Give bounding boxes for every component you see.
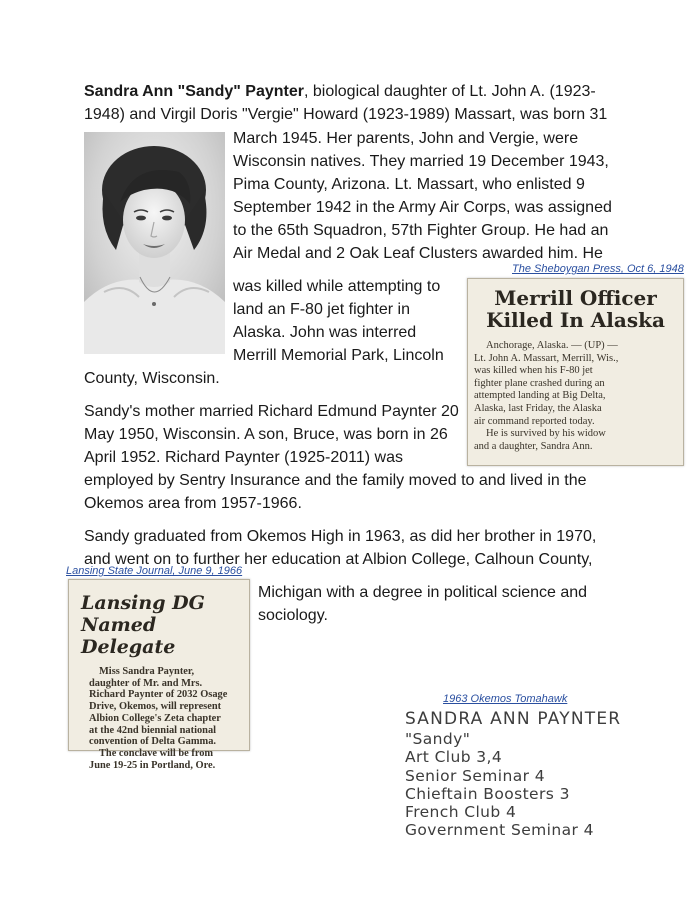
paragraph-1-line-10: land an F-80 jet fighter in — [233, 301, 410, 318]
clipping-1-body-line: and a daughter, Sandra Ann. — [474, 440, 593, 452]
paragraph-1-line-11: Alaska. John was interred — [233, 324, 417, 341]
paragraph-1-line-6: September 1942 in the Army Air Corps, was assigned — [233, 199, 612, 216]
clipping-1-body-line: He is survived by his widow — [486, 428, 606, 440]
clipping-2-body — [69, 666, 249, 771]
clipping-2-body-line: The conclave will be from — [99, 747, 214, 759]
clipping-2-body-line: convention of Delta Gamma. — [89, 736, 216, 748]
clipping-1-body-line: was killed when his F-80 jet — [474, 365, 593, 377]
clipping-2-body-line: June 19-25 in Portland, Ore. — [89, 759, 216, 771]
clipping-1-headline-1: Merrill Officer — [494, 286, 657, 310]
sheboygan-press-clipping — [467, 278, 684, 466]
subject-name: Sandra Ann "Sandy" Paynter — [84, 83, 304, 100]
clipping-2-body-line: Miss Sandra Paynter, — [99, 666, 195, 677]
portrait-photo — [84, 132, 225, 354]
paragraph-3-line-1: Sandy graduated from Okemos High in 1963, as did her brother in 1970, — [84, 528, 597, 545]
portrait-illustration — [84, 132, 225, 354]
clipping-1-headline-2: Killed In Alaska — [486, 308, 665, 332]
clipping-2-headline-2: Named Delegate — [81, 614, 176, 658]
clipping-2-body-line: daughter of Mr. and Mrs. — [89, 677, 203, 689]
clipping-1-body-line: attempted landing at Big Delta, — [474, 390, 606, 402]
clipping-1-body-line: Anchorage, Alaska. — (UP) — — [486, 340, 618, 351]
paragraph-2-line-1: Sandy's mother married Richard Edmund Paynter 20 — [84, 403, 459, 420]
yearbook-line: Chieftain Boosters 3 — [405, 784, 570, 803]
paragraph-1-line-2: 1948) and Virgil Doris "Vergie" Howard (1923-1989) Massart, was born 31 — [84, 106, 608, 123]
paragraph-1-line-12: Merrill Memorial Park, Lincoln — [233, 347, 444, 364]
paragraph-1-line-3: March 1945. Her parents, John and Vergie, were — [233, 130, 579, 147]
clipping-2-headline-1: Lansing DG — [81, 592, 205, 614]
paragraph-2-line-4: employed by Sentry Insurance and the family moved to and lived in the — [84, 472, 587, 489]
clipping-1-body-line: Alaska, last Friday, the Alaska — [474, 402, 602, 414]
paragraph-1-line-13: County, Wisconsin. — [84, 370, 220, 387]
clipping-2-body-line: Richard Paynter of 2032 Osage — [89, 689, 228, 701]
sheboygan-press-caption[interactable]: The Sheboygan Press, Oct 6, 1948 — [512, 263, 684, 275]
paragraph-1-line-4: Wisconsin natives. They married 19 December 1943, — [233, 153, 609, 170]
paragraph-3-line-2: and went on to further her education at Albion College, Calhoun County, — [84, 551, 593, 568]
clipping-1-body-line: Lt. John A. Massart, Merrill, Wis., — [474, 352, 619, 364]
paragraph-2-line-5: Okemos area from 1957-1966. — [84, 495, 302, 512]
paragraph-1-line-1-rest: , biological daughter of Lt. John A. (1923- — [303, 83, 596, 100]
paragraph-1-line-5: Pima County, Arizona. Lt. Massart, who enlisted 9 — [233, 176, 585, 193]
clipping-1-body — [468, 340, 683, 453]
yearbook-line: Government Seminar 4 — [405, 821, 594, 840]
paragraph-2-line-2: May 1950, Wisconsin. A son, Bruce, was born in 26 — [84, 426, 448, 443]
okemos-tomahawk-caption[interactable]: 1963 Okemos Tomahawk — [443, 693, 568, 705]
paragraph-1-line-7: to the 65th Squadron, 57th Fighter Group. He had an — [233, 222, 609, 239]
paragraph-1-line-8: Air Medal and 2 Oak Leaf Clusters awarded him. He — [233, 245, 603, 262]
yearbook-entry — [405, 708, 635, 840]
lansing-state-journal-caption[interactable]: Lansing State Journal, June 9, 1966 — [66, 565, 243, 577]
paragraph-1-line-1 — [84, 81, 596, 103]
clipping-1-body-line: fighter plane crashed during an — [474, 377, 605, 389]
yearbook-line: Senior Seminar 4 — [405, 766, 545, 785]
yearbook-name: SANDRA ANN PAYNTER — [405, 709, 622, 729]
paragraph-1-line-9: was killed while attempting to — [233, 278, 441, 295]
paragraph-3-line-4: sociology. — [258, 607, 328, 624]
yearbook-line: "Sandy" — [405, 730, 471, 748]
clipping-2-body-line: at the 42nd biennial national — [89, 724, 217, 736]
paragraph-3-line-3: Michigan with a degree in political science and — [258, 584, 588, 601]
clipping-1-body-line: air command reported today. — [474, 415, 595, 427]
paragraph-2-line-3: April 1952. Richard Paynter (1925-2011) was — [84, 449, 403, 466]
yearbook-line: French Club 4 — [405, 803, 517, 822]
yearbook-line: Art Club 3,4 — [405, 748, 503, 767]
lansing-state-journal-clipping — [68, 579, 250, 771]
clipping-2-body-line: Albion College's Zeta chapter — [89, 712, 221, 724]
clipping-2-body-line: Drive, Okemos, will represent — [89, 701, 222, 713]
